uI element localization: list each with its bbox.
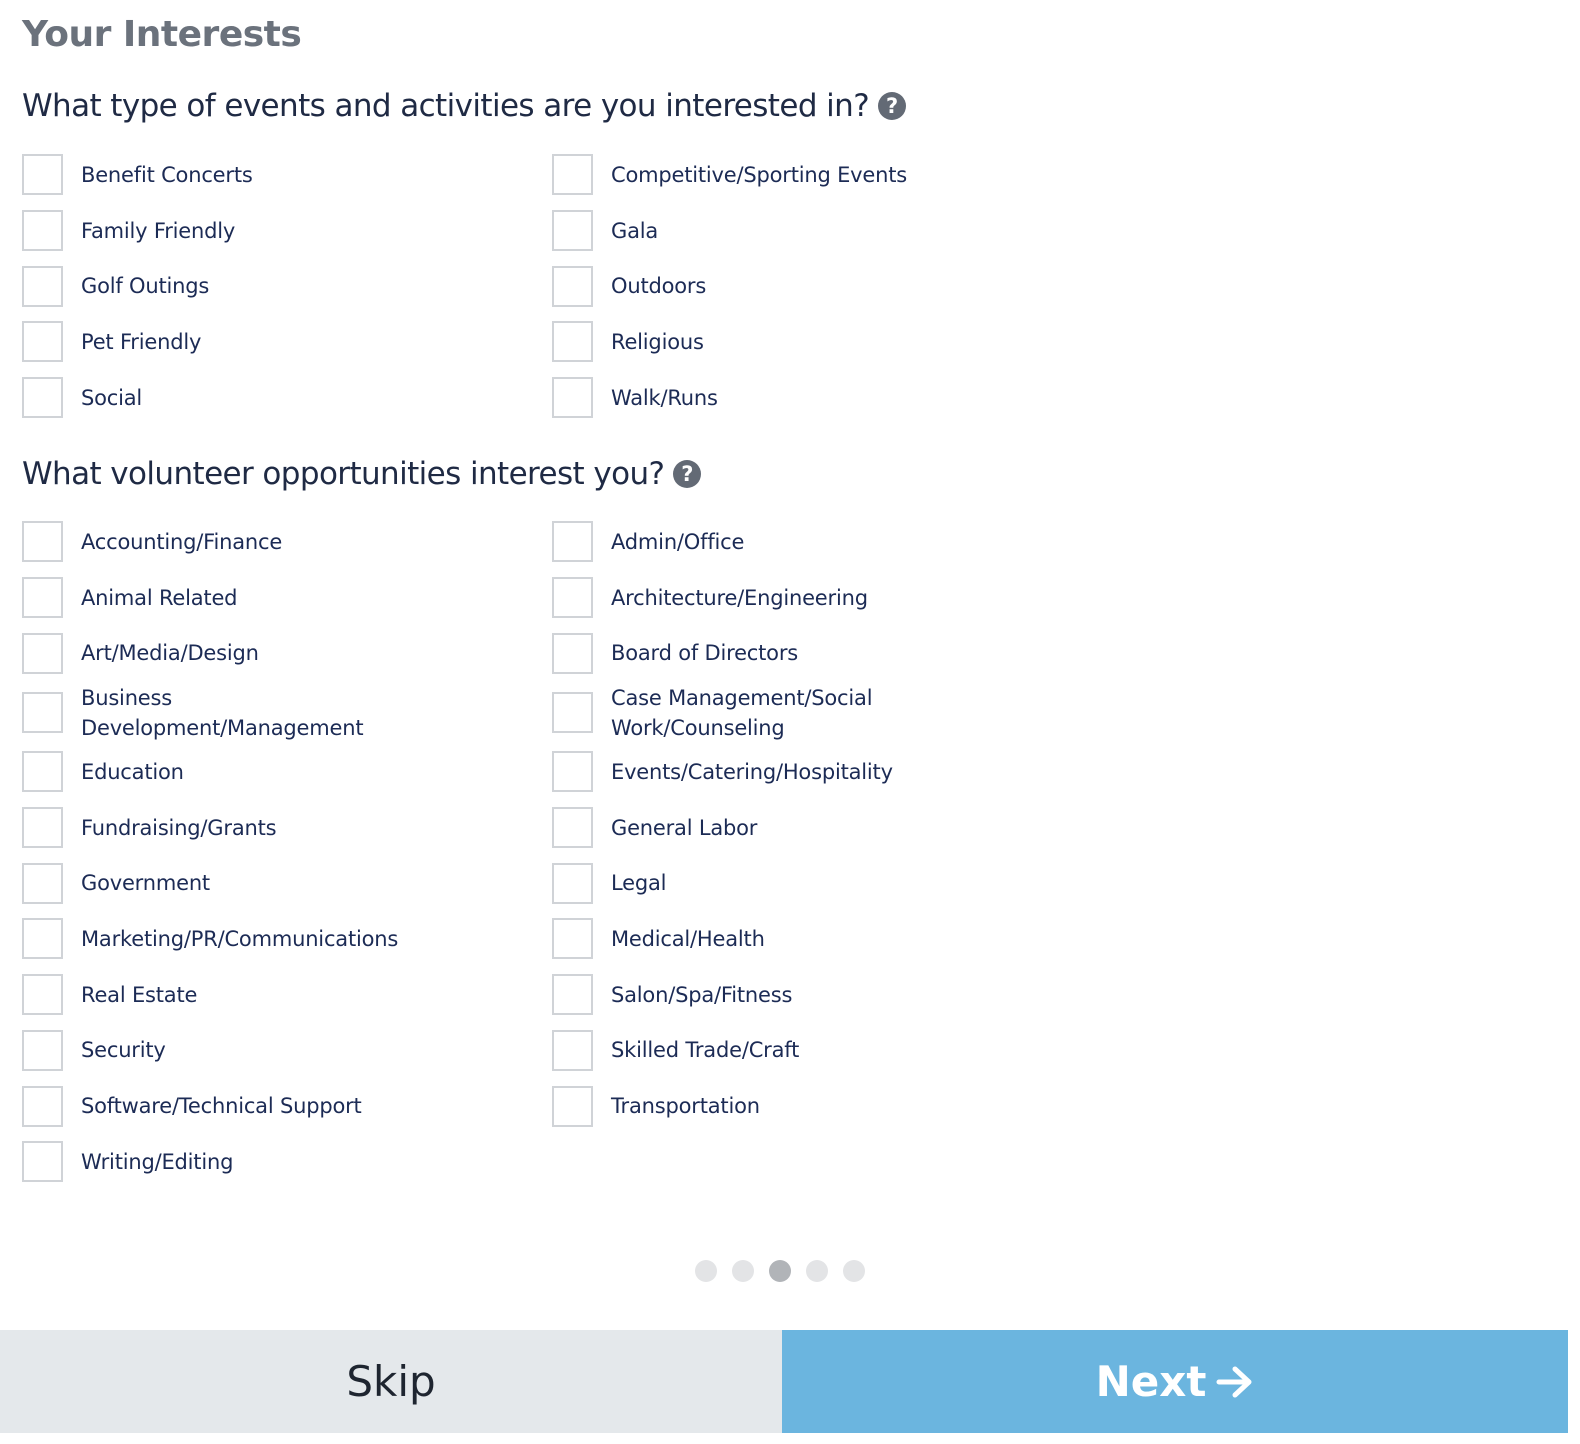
option-salon-spa-fitness[interactable] — [552, 967, 1082, 1023]
option-software-technical-support[interactable] — [22, 1078, 552, 1134]
option-label: Accounting/Finance — [81, 529, 283, 554]
volunteer-question-text: What volunteer opportunities interest you? — [22, 456, 665, 492]
footer-actions — [0, 1330, 1580, 1444]
option-label: Fundraising/Grants — [81, 815, 277, 840]
option-label: Case Management/Social Work/Counseling — [611, 685, 873, 740]
pager-dot-3[interactable] — [769, 1260, 791, 1282]
option-label: Legal — [611, 871, 667, 896]
skip-button-label: Skip — [346, 1357, 436, 1406]
option-walk-runs[interactable] — [552, 370, 1082, 426]
option-label: Art/Media/Design — [81, 641, 259, 666]
option-label: Outdoors — [611, 274, 707, 299]
checkbox[interactable] — [552, 154, 593, 195]
checkbox[interactable] — [22, 1141, 63, 1182]
checkbox[interactable] — [552, 807, 593, 848]
option-label: Transportation — [611, 1094, 760, 1119]
question-circle-icon[interactable]: ? — [878, 92, 906, 120]
checkbox[interactable] — [552, 1030, 593, 1071]
option-legal[interactable] — [552, 855, 1082, 911]
step-pager — [0, 1260, 1560, 1282]
volunteer-question — [22, 456, 701, 492]
checkbox[interactable] — [552, 521, 593, 562]
option-medical-health[interactable] — [552, 911, 1082, 967]
checkbox[interactable] — [552, 1086, 593, 1127]
option-label: Social — [81, 385, 143, 410]
option-label: Competitive/Sporting Events — [611, 162, 908, 187]
option-label: Writing/Editing — [81, 1149, 234, 1174]
checkbox[interactable] — [22, 154, 63, 195]
checkbox[interactable] — [22, 863, 63, 904]
checkbox[interactable] — [22, 974, 63, 1015]
option-family-friendly[interactable] — [22, 203, 552, 259]
option-label: Board of Directors — [611, 641, 799, 666]
option-label: Government — [81, 871, 210, 896]
checkbox[interactable] — [552, 633, 593, 674]
option-art-media-design[interactable] — [22, 625, 552, 681]
option-label: Walk/Runs — [611, 385, 718, 410]
events-question — [22, 88, 906, 124]
option-gala[interactable] — [552, 203, 1082, 259]
option-board-of-directors[interactable] — [552, 625, 1082, 681]
checkbox[interactable] — [552, 974, 593, 1015]
checkbox[interactable] — [552, 918, 593, 959]
checkbox[interactable] — [22, 266, 63, 307]
option-outdoors[interactable] — [552, 258, 1082, 314]
option-security[interactable] — [22, 1023, 552, 1079]
option-label: General Labor — [611, 815, 758, 840]
option-label: Golf Outings — [81, 274, 210, 299]
checkbox[interactable] — [552, 321, 593, 362]
checkbox[interactable] — [22, 321, 63, 362]
next-button[interactable] — [782, 1330, 1568, 1433]
option-label: Admin/Office — [611, 529, 745, 554]
option-real-estate[interactable] — [22, 967, 552, 1023]
checkbox[interactable] — [22, 751, 63, 792]
option-government[interactable] — [22, 855, 552, 911]
option-label: Marketing/PR/Communications — [81, 926, 399, 951]
checkbox[interactable] — [552, 751, 593, 792]
option-competitive-sporting-events[interactable] — [552, 147, 1082, 203]
checkbox[interactable] — [22, 577, 63, 618]
checkbox[interactable] — [22, 1086, 63, 1127]
option-label: Medical/Health — [611, 926, 765, 951]
page-title: Your Interests — [22, 14, 302, 55]
option-label: Benefit Concerts — [81, 162, 253, 187]
checkbox[interactable] — [552, 377, 593, 418]
option-label: Religious — [611, 329, 704, 354]
pager-dot-5[interactable] — [843, 1260, 865, 1282]
option-animal-related[interactable] — [22, 570, 552, 626]
option-transportation[interactable] — [552, 1078, 1082, 1134]
checkbox[interactable] — [552, 266, 593, 307]
checkbox[interactable] — [22, 377, 63, 418]
option-fundraising-grants[interactable] — [22, 800, 552, 856]
checkbox[interactable] — [22, 807, 63, 848]
option-architecture-engineering[interactable] — [552, 570, 1082, 626]
checkbox[interactable] — [552, 577, 593, 618]
option-accounting-finance[interactable] — [22, 514, 552, 570]
checkbox[interactable] — [552, 692, 593, 733]
option-label: Education — [81, 759, 184, 784]
option-social[interactable] — [22, 370, 552, 426]
option-benefit-concerts[interactable] — [22, 147, 552, 203]
checkbox[interactable] — [22, 692, 63, 733]
option-events-catering-hospitality[interactable] — [552, 744, 1082, 800]
option-label: Animal Related — [81, 585, 238, 610]
volunteer-options — [22, 514, 1082, 1190]
option-pet-friendly[interactable] — [22, 314, 552, 370]
option-label: Family Friendly — [81, 218, 236, 243]
option-label: Salon/Spa/Fitness — [611, 982, 793, 1007]
next-button-label: Next — [1095, 1357, 1207, 1406]
checkbox[interactable] — [22, 210, 63, 251]
checkbox[interactable] — [22, 1030, 63, 1071]
option-skilled-trade-craft[interactable] — [552, 1023, 1082, 1079]
checkbox[interactable] — [22, 633, 63, 674]
option-marketing-pr-communications[interactable] — [22, 911, 552, 967]
checkbox[interactable] — [22, 918, 63, 959]
option-label: Skilled Trade/Craft — [611, 1038, 800, 1063]
option-golf-outings[interactable] — [22, 258, 552, 314]
option-religious[interactable] — [552, 314, 1082, 370]
events-options — [22, 147, 1082, 425]
option-label: Gala — [611, 218, 659, 243]
skip-button[interactable] — [0, 1330, 782, 1433]
checkbox[interactable] — [552, 210, 593, 251]
option-label: Real Estate — [81, 982, 198, 1007]
option-label: Security — [81, 1038, 166, 1063]
option-education[interactable] — [22, 744, 552, 800]
pager-dot-1[interactable] — [695, 1260, 717, 1282]
option-label: Business Development/Management — [81, 685, 364, 740]
option-general-labor[interactable] — [552, 800, 1082, 856]
arrow-right-icon — [1216, 1365, 1254, 1399]
option-writing-editing[interactable] — [22, 1134, 552, 1190]
option-label: Pet Friendly — [81, 329, 202, 354]
pager-dot-2[interactable] — [732, 1260, 754, 1282]
events-question-text: What type of events and activities are you interested in? — [22, 88, 870, 124]
question-circle-icon[interactable]: ? — [673, 460, 701, 488]
option-admin-office[interactable] — [552, 514, 1082, 570]
option-business-development-management[interactable] — [22, 681, 552, 744]
option-label: Events/Catering/Hospitality — [611, 759, 893, 784]
option-label: Software/Technical Support — [81, 1094, 362, 1119]
pager-dot-4[interactable] — [806, 1260, 828, 1282]
option-label: Architecture/Engineering — [611, 585, 868, 610]
option-case-management-social-work-counseling[interactable] — [552, 681, 1082, 744]
checkbox[interactable] — [552, 863, 593, 904]
checkbox[interactable] — [22, 521, 63, 562]
